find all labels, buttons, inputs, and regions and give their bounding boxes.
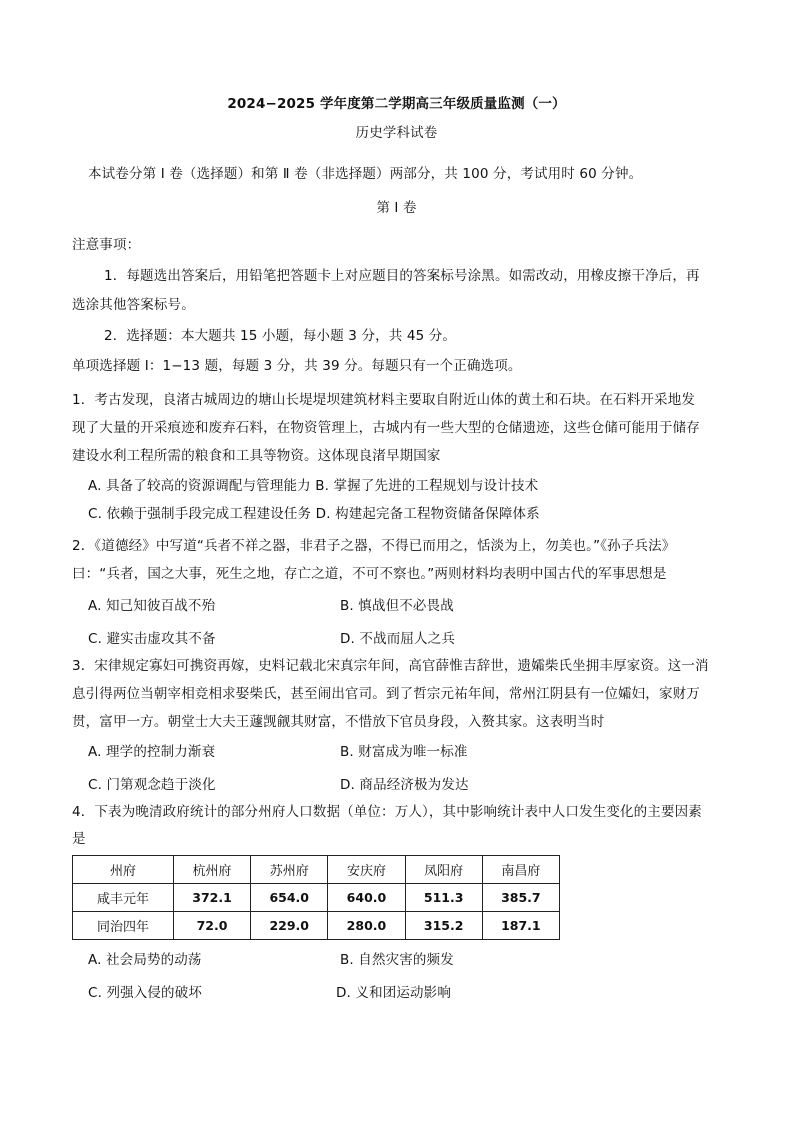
exam-intro: 本试卷分第 Ⅰ 卷（选择题）和第 Ⅱ 卷（非选择题）两部分，共 100 分，考试用时 60 分钟。 bbox=[88, 166, 643, 182]
notes-heading: 注意事项： bbox=[72, 237, 141, 253]
q3-option-c: C. 门第观念趋于淡化 bbox=[88, 777, 216, 793]
note-item-1-cont: 选涂其他答案标号。 bbox=[72, 297, 195, 313]
q1-stem-line-1: 1．考古发现，良渚古城周边的塘山长堤堤坝建筑材料主要取自附近山体的黄土和石块。在石料开采地发 bbox=[72, 392, 695, 408]
part-title: 第 Ⅰ 卷 bbox=[376, 200, 417, 216]
q4-stem-line-2: 是 bbox=[72, 831, 86, 847]
section-intro: 单项选择题 Ⅰ：1−13 题，每题 3 分，共 39 分。每题只有一个正确选项。 bbox=[72, 358, 522, 374]
table-header-row bbox=[73, 856, 560, 884]
q1-stem-line-3: 建设水利工程所需的粮食和工具等物资。这体现良渚早期国家 bbox=[72, 448, 441, 464]
q4-stem-line-1: 4．下表为晚清政府统计的部分州府人口数据（单位：万人），其中影响统计表中人口发生变化的主要因素 bbox=[72, 804, 702, 820]
note-item-1: 1．每题选出答案后，用铅笔把答题卡上对应题目的答案标号涂黑。如需改动，用橡皮擦干净后，再 bbox=[104, 268, 700, 284]
table-header-cell: 杭州府 bbox=[173, 856, 250, 884]
q2-option-c: C. 避实击虚攻其不备 bbox=[88, 631, 216, 647]
table-header-cell: 安庆府 bbox=[328, 856, 405, 884]
table-header-cell: 凤阳府 bbox=[405, 856, 482, 884]
table-cell: 229.0 bbox=[251, 912, 328, 940]
q2-option-b: B. 慎战但不必畏战 bbox=[340, 598, 454, 614]
population-table bbox=[72, 855, 560, 940]
q3-option-a: A. 理学的控制力渐衰 bbox=[88, 744, 216, 760]
table-row-label: 咸丰元年 bbox=[73, 884, 174, 912]
table-header-cell: 苏州府 bbox=[251, 856, 328, 884]
q4-option-a: A. 社会局势的动荡 bbox=[88, 952, 202, 968]
table-cell: 511.3 bbox=[405, 884, 482, 912]
table-cell: 280.0 bbox=[328, 912, 405, 940]
q3-option-d: D. 商品经济极为发达 bbox=[340, 777, 469, 793]
q1-options-ab: A. 具备了较高的资源调配与管理能力 B. 掌握了先进的工程规划与设计技术 bbox=[88, 478, 539, 494]
q1-stem-line-2: 现了大量的开采痕迹和废弃石料，在物资管理上，古城内有一些大型的仓储遗迹，这些仓储可能用于储存 bbox=[72, 420, 700, 436]
table-cell: 372.1 bbox=[173, 884, 250, 912]
q1-options-cd: C. 依赖于强制手段完成工程建设任务 D. 构建起完备工程物资储备保障体系 bbox=[88, 506, 540, 522]
table-row-label: 同治四年 bbox=[73, 912, 174, 940]
note-item-2: 2．选择题：本大题共 15 小题，每小题 3 分，共 45 分。 bbox=[104, 328, 457, 344]
q2-stem-line-1: 2．《道德经》中写道“兵者不祥之器，非君子之器，不得已而用之，恬淡为上，勿美也。”《孙子兵法》 bbox=[72, 538, 676, 554]
q3-option-b: B. 财富成为唯一标准 bbox=[340, 744, 468, 760]
q3-stem-line-3: 贯，富甲一方。朝堂士大夫王蘧觊觎其财富，不惜放下官员身段，入赘其家。这表明当时 bbox=[72, 714, 605, 730]
q2-option-d: D. 不战而屈人之兵 bbox=[340, 631, 455, 647]
table-cell: 654.0 bbox=[251, 884, 328, 912]
table-cell: 385.7 bbox=[482, 884, 559, 912]
table-header-cell: 州府 bbox=[73, 856, 174, 884]
q4-option-c: C. 列强入侵的破坏 bbox=[88, 985, 203, 1001]
q4-option-b: B. 自然灾害的频发 bbox=[340, 952, 454, 968]
table-cell: 315.2 bbox=[405, 912, 482, 940]
q3-stem-line-1: 3．宋律规定寡妇可携资再嫁，史料记载北宋真宗年间，高官薛惟吉辞世，遗孀柴氏坐拥丰厚家资。这一消 bbox=[72, 658, 709, 674]
q2-option-a: A. 知己知彼百战不殆 bbox=[88, 598, 216, 614]
table-row bbox=[73, 912, 560, 940]
table-cell: 187.1 bbox=[482, 912, 559, 940]
table-row bbox=[73, 884, 560, 912]
q2-stem-line-2: 曰：“兵者，国之大事，死生之地，存亡之道，不可不察也。”两则材料均表明中国古代的军事思想是 bbox=[72, 566, 667, 582]
table-cell: 640.0 bbox=[328, 884, 405, 912]
exam-title: 2024−2025 学年度第二学期高三年级质量监测（一） bbox=[227, 96, 566, 112]
q3-stem-line-2: 息引得两位当朝宰相竞相求娶柴氏，甚至闹出官司。到了哲宗元祐年间，常州江阴县有一位孀妇，家财万 bbox=[72, 686, 700, 702]
table-header-cell: 南昌府 bbox=[482, 856, 559, 884]
table-cell: 72.0 bbox=[173, 912, 250, 940]
q4-option-d: D. 义和团运动影响 bbox=[336, 985, 451, 1001]
subject-title: 历史学科试卷 bbox=[355, 125, 438, 141]
